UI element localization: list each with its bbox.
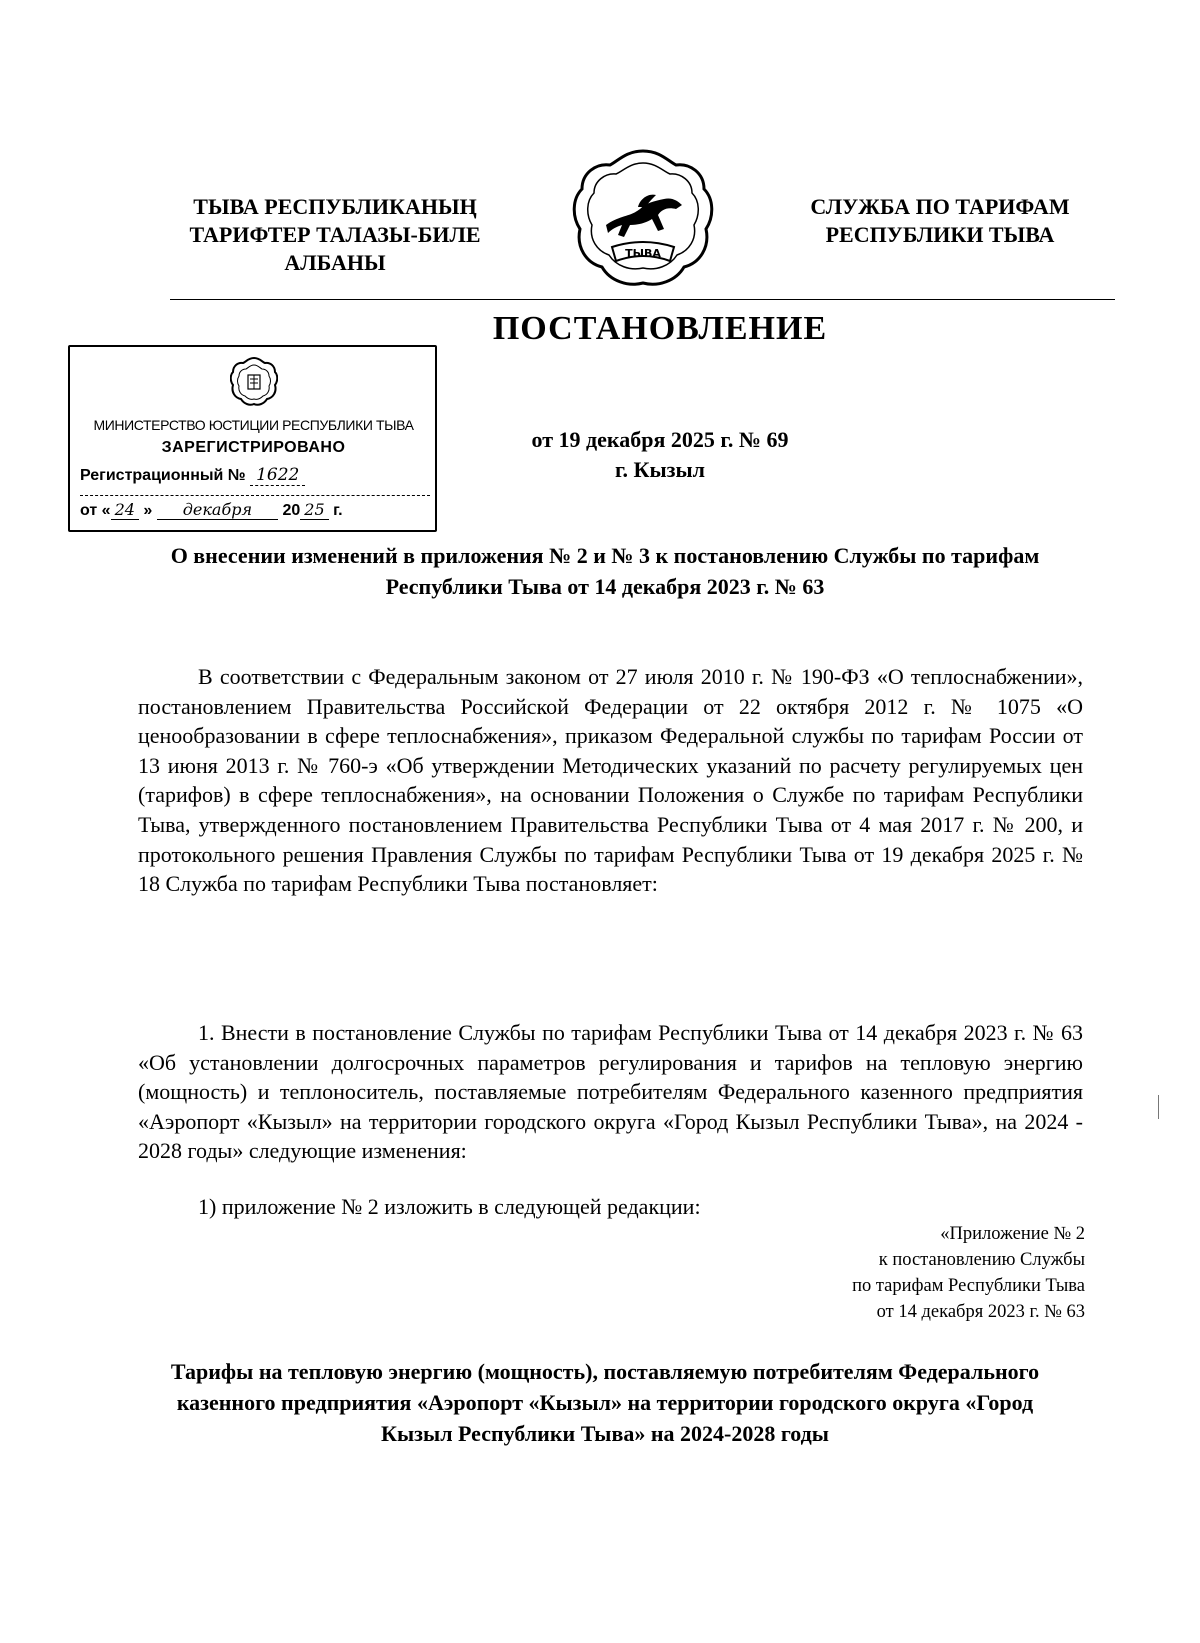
stamp-date-year-suffix: 25 (300, 500, 328, 520)
scan-margin-mark (1158, 1095, 1159, 1119)
header-divider (170, 299, 1115, 300)
tuva-emblem-icon (568, 143, 718, 293)
header-right-line: СЛУЖБА ПО ТАРИФАМ (810, 194, 1070, 219)
tariff-table-title: Тарифы на тепловую энергию (мощность), поставляемую потребителям Федерального казенного предприятия «Аэропорт «Кызыл» на территории городского округа «Город Кызыл Республики Тыва» на 2024-2028 годы (170, 1359, 1040, 1446)
stamp-date-day: 24 (111, 500, 139, 520)
document-date-number: от 19 декабря 2025 г. № 69 (531, 427, 789, 452)
appendix-line: от 14 декабря 2023 г. № 63 (876, 1302, 1085, 1322)
header-left-line: ТЫВА РЕСПУБЛИКАНЫҢ (193, 194, 477, 219)
item-1-paragraph: 1. Внести в постановление Службы по тарифам Республики Тыва от 14 декабря 2023 г. № 63 «Об установлении долгосрочных параметров регулирования и тарифов на тепловую энергию (мощность) и теплоноситель, поставляемые потребителям Федерального казенного предприятия «Аэропорт «Кызыл» на территории городского округа «Город Кызыл Республики Тыва», на 2024 - 2028 годы» следующие изменения: (138, 1020, 1083, 1164)
document-title: О внесении изменений в приложения № 2 и № 3 к постановлению Службы по тарифам Республики Тыва от 14 декабря 2023 г. № 63 (170, 543, 1040, 599)
stamp-reg-number: 1622 (250, 465, 305, 486)
stamp-date-prefix: от « (80, 502, 111, 519)
stamp-date-row (80, 495, 430, 520)
stamp-date-month: декабря (157, 500, 278, 520)
stamp-emblem-icon (230, 355, 278, 407)
subitem-1: 1) приложение № 2 изложить в следующей редакции: (198, 1194, 701, 1219)
emblem-label: ТЫВА (625, 247, 661, 260)
stamp-ministry: МИНИСТЕРСТВО ЮСТИЦИИ РЕСПУБЛИКИ ТЫВА (93, 417, 414, 433)
header-left-line: ТАРИФТЕР ТАЛАЗЫ-БИЛЕ (189, 222, 481, 247)
stamp-date-year-prefix: 20 (282, 502, 301, 519)
appendix-line: «Приложение № 2 (940, 1224, 1085, 1244)
header-right-line: РЕСПУБЛИКИ ТЫВА (825, 222, 1055, 247)
stamp-date-suffix: г. (333, 502, 343, 519)
document-date-block (460, 425, 860, 485)
preamble-paragraph: В соответствии с Федеральным законом от 27 июля 2010 г. № 190-ФЗ «О теплоснабжении», постановлением Правительства Российской Федерации от 22 октября 2012 г. № 1075 «О ценообразовании в сфере теплоснабжения», приказом Федеральной службы по тарифам России от 13 июня 2013 г. № 760-э «Об утверждении Методических указаний по расчету регулируемых цен (тарифов) в сфере теплоснабжения», на основании Положения о Службе по тарифам Республики Тыва, утвержденного постановлением Правительства Республики Тыва от 4 мая 2017 г. № 200, и протокольного решения Правления Службы по тарифам Республики Тыва от 19 декабря 2025 г. № 18 Служба по тарифам Республики Тыва постановляет: (138, 664, 1083, 897)
appendix-reference (700, 1221, 1085, 1325)
header-left-tuvan (175, 193, 495, 277)
stamp-registered: ЗАРЕГИСТРИРОВАНО (161, 439, 346, 456)
stamp-date-mid: » (143, 502, 153, 519)
document-city: г. Кызыл (615, 457, 705, 482)
appendix-line: к постановлению Службы (878, 1250, 1085, 1270)
registration-stamp (68, 345, 437, 532)
stamp-reg-label: Регистрационный № (80, 467, 246, 484)
stamp-reg-number-row (80, 465, 430, 485)
header-left-line: АЛБАНЫ (284, 250, 386, 275)
document-kind: ПОСТАНОВЛЕНИЕ (492, 310, 828, 347)
appendix-line: по тарифам Республики Тыва (852, 1276, 1085, 1296)
header-right-russian (780, 193, 1100, 249)
